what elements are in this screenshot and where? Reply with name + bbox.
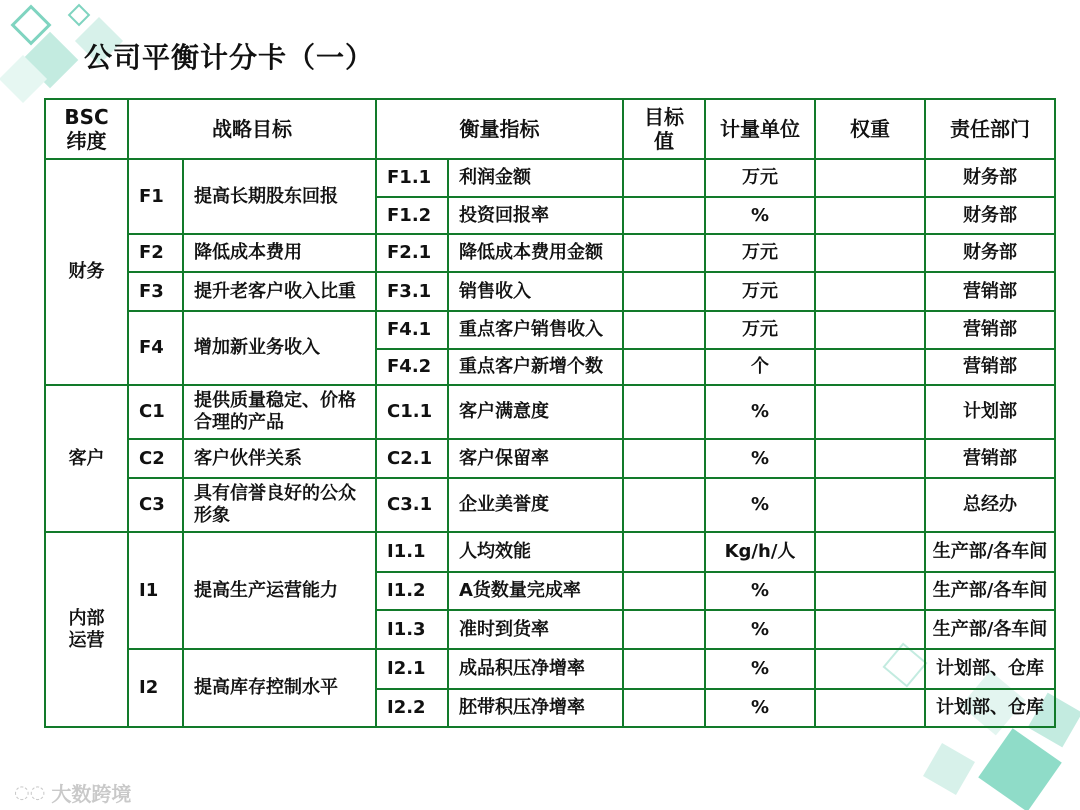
table-row (45, 311, 1055, 349)
kpi-unit: % (705, 572, 815, 610)
kpi-department: 生产部/各车间 (925, 610, 1055, 649)
kpi-code: F4.2 (376, 349, 448, 385)
kpi-code: C2.1 (376, 439, 448, 478)
table-row (45, 439, 1055, 478)
balanced-scorecard-table (44, 98, 1056, 728)
kpi-department: 财务部 (925, 159, 1055, 197)
header-measure: 衡量指标 (376, 99, 623, 159)
kpi-name: 重点客户销售收入 (448, 311, 623, 349)
kpi-code: F1.1 (376, 159, 448, 197)
kpi-code: F2.1 (376, 234, 448, 272)
kpi-department: 计划部、仓库 (925, 649, 1055, 689)
header-row (45, 99, 1055, 159)
watermark-text: 大数跨境 (51, 782, 132, 806)
table-row (45, 649, 1055, 689)
kpi-name: 利润金额 (448, 159, 623, 197)
kpi-code: C1.1 (376, 385, 448, 439)
kpi-name: 人均效能 (448, 532, 623, 572)
kpi-target (623, 532, 705, 572)
kpi-code: F3.1 (376, 272, 448, 311)
objective-name: 具有信誉良好的公众形象 (183, 478, 376, 532)
objective-name: 提升老客户收入比重 (183, 272, 376, 311)
kpi-department: 总经办 (925, 478, 1055, 532)
kpi-unit: % (705, 689, 815, 727)
kpi-name: A货数量完成率 (448, 572, 623, 610)
kpi-name: 投资回报率 (448, 197, 623, 234)
bsc-dimension: 客户 (45, 385, 128, 532)
kpi-code: I2.2 (376, 689, 448, 727)
kpi-target (623, 272, 705, 311)
kpi-weight (815, 689, 925, 727)
table-row (45, 532, 1055, 572)
kpi-target (623, 385, 705, 439)
kpi-target (623, 478, 705, 532)
objective-code: C1 (128, 385, 183, 439)
table-row (45, 234, 1055, 272)
kpi-name: 客户保留率 (448, 439, 623, 478)
kpi-department: 计划部 (925, 385, 1055, 439)
table-row (45, 478, 1055, 532)
kpi-department: 营销部 (925, 311, 1055, 349)
kpi-code: I1.3 (376, 610, 448, 649)
kpi-target (623, 159, 705, 197)
kpi-target (623, 234, 705, 272)
kpi-name: 胚带积压净增率 (448, 689, 623, 727)
kpi-name: 准时到货率 (448, 610, 623, 649)
table-row (45, 272, 1055, 311)
objective-code: I2 (128, 649, 183, 727)
objective-name: 增加新业务收入 (183, 311, 376, 385)
kpi-name: 客户满意度 (448, 385, 623, 439)
kpi-weight (815, 610, 925, 649)
objective-code: C2 (128, 439, 183, 478)
objective-code: I1 (128, 532, 183, 649)
bsc-dimension: 内部 运营 (45, 532, 128, 727)
kpi-weight (815, 197, 925, 234)
kpi-department: 生产部/各车间 (925, 572, 1055, 610)
kpi-weight (815, 159, 925, 197)
kpi-weight (815, 272, 925, 311)
kpi-target (623, 349, 705, 385)
kpi-department: 财务部 (925, 234, 1055, 272)
kpi-weight (815, 234, 925, 272)
kpi-name: 企业美誉度 (448, 478, 623, 532)
kpi-target (623, 689, 705, 727)
watermark (14, 778, 131, 807)
kpi-department: 生产部/各车间 (925, 532, 1055, 572)
objective-code: F1 (128, 159, 183, 234)
watermark-logo-icon: ◌◌ (14, 782, 46, 803)
page-title: 公司平衡计分卡（一） (84, 41, 375, 74)
header-strategic-objective: 战略目标 (128, 99, 376, 159)
bsc-dimension: 财务 (45, 159, 128, 385)
kpi-target (623, 572, 705, 610)
kpi-unit: 万元 (705, 159, 815, 197)
kpi-name: 销售收入 (448, 272, 623, 311)
table-body (45, 159, 1055, 727)
kpi-unit: % (705, 197, 815, 234)
kpi-name: 降低成本费用金额 (448, 234, 623, 272)
kpi-unit: 万元 (705, 311, 815, 349)
kpi-weight (815, 478, 925, 532)
objective-code: C3 (128, 478, 183, 532)
kpi-target (623, 439, 705, 478)
kpi-weight (815, 572, 925, 610)
objective-name: 提高库存控制水平 (183, 649, 376, 727)
kpi-department: 计划部、仓库 (925, 689, 1055, 727)
kpi-target (623, 610, 705, 649)
kpi-code: I1.1 (376, 532, 448, 572)
kpi-name: 重点客户新增个数 (448, 349, 623, 385)
table-row (45, 385, 1055, 439)
kpi-unit: % (705, 385, 815, 439)
kpi-weight (815, 532, 925, 572)
header-unit: 计量单位 (705, 99, 815, 159)
kpi-weight (815, 385, 925, 439)
kpi-target (623, 649, 705, 689)
kpi-unit: % (705, 478, 815, 532)
header-department: 责任部门 (925, 99, 1055, 159)
kpi-code: I1.2 (376, 572, 448, 610)
objective-name: 客户伙伴关系 (183, 439, 376, 478)
objective-code: F4 (128, 311, 183, 385)
kpi-target (623, 311, 705, 349)
kpi-code: F1.2 (376, 197, 448, 234)
kpi-department: 营销部 (925, 349, 1055, 385)
kpi-unit: % (705, 610, 815, 649)
kpi-unit: 万元 (705, 234, 815, 272)
kpi-code: I2.1 (376, 649, 448, 689)
objective-name: 提供质量稳定、价格合理的产品 (183, 385, 376, 439)
header-target: 目标 值 (623, 99, 705, 159)
kpi-weight (815, 311, 925, 349)
objective-name: 提高生产运营能力 (183, 532, 376, 649)
kpi-unit: Kg/h/人 (705, 532, 815, 572)
table-row (45, 159, 1055, 197)
objective-code: F3 (128, 272, 183, 311)
header-weight: 权重 (815, 99, 925, 159)
kpi-weight (815, 649, 925, 689)
kpi-code: C3.1 (376, 478, 448, 532)
kpi-department: 营销部 (925, 439, 1055, 478)
kpi-unit: 个 (705, 349, 815, 385)
kpi-code: F4.1 (376, 311, 448, 349)
kpi-name: 成品积压净增率 (448, 649, 623, 689)
kpi-unit: % (705, 649, 815, 689)
kpi-unit: 万元 (705, 272, 815, 311)
kpi-weight (815, 439, 925, 478)
kpi-target (623, 197, 705, 234)
header-bsc-dimension: BSC 纬度 (45, 99, 128, 159)
kpi-department: 营销部 (925, 272, 1055, 311)
objective-name: 提高长期股东回报 (183, 159, 376, 234)
kpi-unit: % (705, 439, 815, 478)
kpi-weight (815, 349, 925, 385)
kpi-department: 财务部 (925, 197, 1055, 234)
objective-code: F2 (128, 234, 183, 272)
objective-name: 降低成本费用 (183, 234, 376, 272)
